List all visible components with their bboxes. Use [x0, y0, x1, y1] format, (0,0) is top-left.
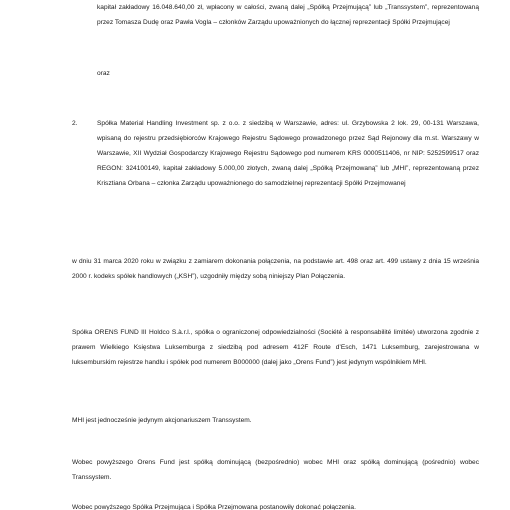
paragraph-merger-date: w dniu 31 marca 2020 roku w związku z zamiarem dokonania połączenia, na podstawie art. 498 oraz art. 499 ustawy z dnia 15 września 2000 r. kodeks spółek handlowych („KSH”), uzgodniły między sobą niniejszy Plan Połączenia.	[72, 258, 479, 280]
paragraph-oraz: oraz	[97, 70, 110, 77]
paragraph-party-two: Spółka Material Handling Investment sp. z o.o. z siedzibą w Warszawie, adres: ul. Grzybowska 2 lok. 29, 00-131 Warszawa, wpisaną do rejestru przedsiębiorców Krajowego Rejestru Sądowego prowadzonego przez Sąd Rejonowy dla m.st. Warszawy w Warszawie, XII Wydział Gospodarczy Krajowego Rejestru Sądowego pod numerem KRS 0000511406, nr NIP: 5252599517 oraz REGON: 324100149, kapitał zakładowy 5.000,00 złotych, zwaną dalej „Spółką Przejmowaną” lub „MHI”, reprezentowaną przez Krisztiana Orbana – członka Zarządu upoważnionego do samodzielnej reprezentacji Spółki Przejmowanej	[97, 120, 479, 187]
paragraph-orens-fund: Spółka ORENS FUND III Holdco S.à.r.l., spółka o ograniczonej odpowiedzialności (Société à responsabilité limitée) utworzona zgodnie z prawem Wielkiego Księstwa Luksemburga z siedzibą pod adresem 412F Route d’Esch, 1471 Luksemburg, zarejestrowana w luksemburskim rejestrze handlu i spółek pod numerem B000000 (dalej jako „Orens Fund”) jest jedynym wspólnikiem MHI.	[72, 329, 479, 366]
paragraph-mhi-shareholder: MHI jest jednocześnie jedynym akcjonariuszem Transsystem.	[72, 417, 252, 424]
paragraph-dominance: Wobec powyższego Orens Fund jest spółką dominującą (bezpośrednio) wobec MHI oraz spółką dominującą (pośrednio) wobec Transsystem.	[72, 459, 479, 481]
list-number-2: 2.	[72, 120, 78, 127]
paragraph-party-one: kapitał zakładowy 16.048.640,00 zł, wpłacony w całości, zwaną dalej „Spółką Przejmującą” lub „Transsystem”, reprezentowaną przez Tomasza Dudę oraz Pawła Vogla – członków Zarządu upoważnionych do łącznej reprezentacji Spółki Przejmującej	[97, 4, 479, 26]
paragraph-cut-off: Wobec powyższego Spółka Przejmująca i Spółka Przejmowana postanowiły dokonać połączenia.	[72, 504, 356, 510]
